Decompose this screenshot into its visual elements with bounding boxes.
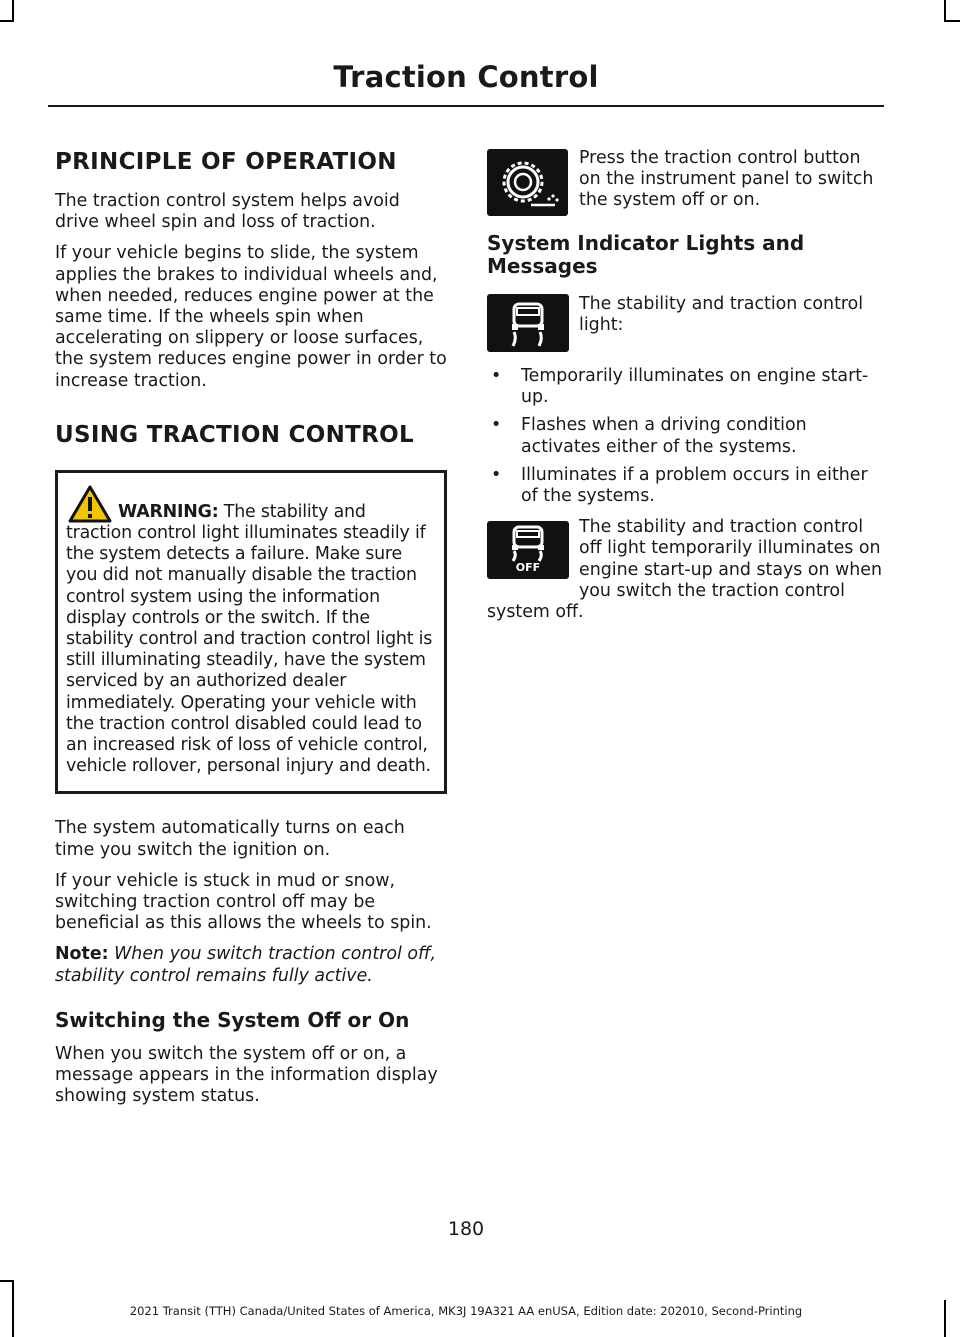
indicator-bullet-list: [487, 366, 883, 507]
off-text: The stability and traction control off light temporarily illuminates on engine start-up and stays on when you switch the traction control system off.: [487, 517, 883, 623]
section-heading-using: USING TRACTION CONTROL: [55, 421, 414, 448]
off-light-description: [487, 517, 883, 623]
warning-text: The stability and traction control light illuminates steadily if the system detects a failure. Make sure you did not manually disable the traction control system using the information display controls or the switch. If the stability control and traction control light is still illuminating steadily, have the system serviced by an authorized dealer immediately. Operating your vehicle with the traction control disabled could lead to an increased risk of loss of vehicle control, vehicle rollover, personal injury and death.: [66, 501, 433, 777]
warning-box: [55, 470, 447, 795]
light-description: [487, 294, 883, 352]
page-number: 180: [447, 1218, 485, 1240]
footer-text: 2021 Transit (TTH) Canada/United States of America, MK3J 19A321 AA enUSA, Edition date: 202010, Second-Printing: [129, 1304, 803, 1318]
bullet-glyph: •: [491, 464, 502, 485]
traction-control-button-icon: [487, 149, 568, 216]
stability-traction-light-icon: [487, 294, 569, 352]
button-text: Press the traction control button on the instrument panel to switch the system off or on.: [579, 148, 874, 211]
list-item: [487, 366, 883, 408]
crop-mark: [0, 1280, 14, 1282]
light-text: The stability and traction control light:: [579, 294, 864, 336]
crop-mark: [944, 0, 946, 22]
right-column: [487, 148, 883, 633]
section-heading-principle: PRINCIPLE OF OPERATION: [55, 149, 397, 175]
stability-traction-off-icon: [487, 521, 569, 579]
warning-label: WARNING:: [118, 501, 219, 522]
list-item: [487, 465, 883, 507]
left-column: [55, 145, 447, 1118]
paragraph: If your vehicle begins to slide, the system applies the brakes to individual wheels and, when needed, reduces engine power at the same time. If the wheels spin when accelerating on slippery or loose surfaces, the system reduces engine power in order to increase traction.: [55, 243, 447, 391]
warning-triangle-icon: [68, 485, 112, 523]
paragraph: The traction control system helps avoid drive wheel spin and loss of traction.: [55, 191, 400, 233]
crop-mark: [0, 20, 14, 22]
subheading-switching: Switching the System Off or On: [55, 1007, 410, 1032]
page-title: Traction Control: [333, 60, 599, 94]
paragraph: When you switch the system off or on, a message appears in the information display showing system status.: [55, 1043, 438, 1107]
paragraph: If your vehicle is stuck in mud or snow, switching traction control off may be beneficial as this allows the wheels to spin.: [55, 870, 432, 934]
bullet-glyph: •: [491, 415, 502, 436]
off-label: OFF: [515, 561, 541, 575]
crop-mark: [944, 1300, 946, 1337]
note: [55, 944, 447, 986]
crop-mark: [944, 20, 960, 22]
list-item: [487, 415, 883, 457]
list-item-text: Illuminates if a problem occurs in either of the systems.: [521, 464, 868, 507]
warning-paragraph: [66, 485, 436, 778]
note-label: Note:: [55, 944, 109, 965]
button-description: [487, 148, 883, 220]
crop-mark: [12, 0, 14, 22]
list-item-text: Temporarily illuminates on engine start-up.: [521, 366, 869, 408]
bullet-glyph: •: [491, 366, 502, 386]
note-text: When you switch traction control off, stability control remains fully active.: [55, 944, 437, 986]
title-divider: [48, 105, 884, 107]
paragraph: The system automatically turns on each time you switch the ignition on.: [55, 818, 405, 860]
list-item-text: Flashes when a driving condition activates either of the systems.: [521, 415, 807, 457]
subheading-indicator: System Indicator Lights and Messages: [487, 231, 805, 278]
